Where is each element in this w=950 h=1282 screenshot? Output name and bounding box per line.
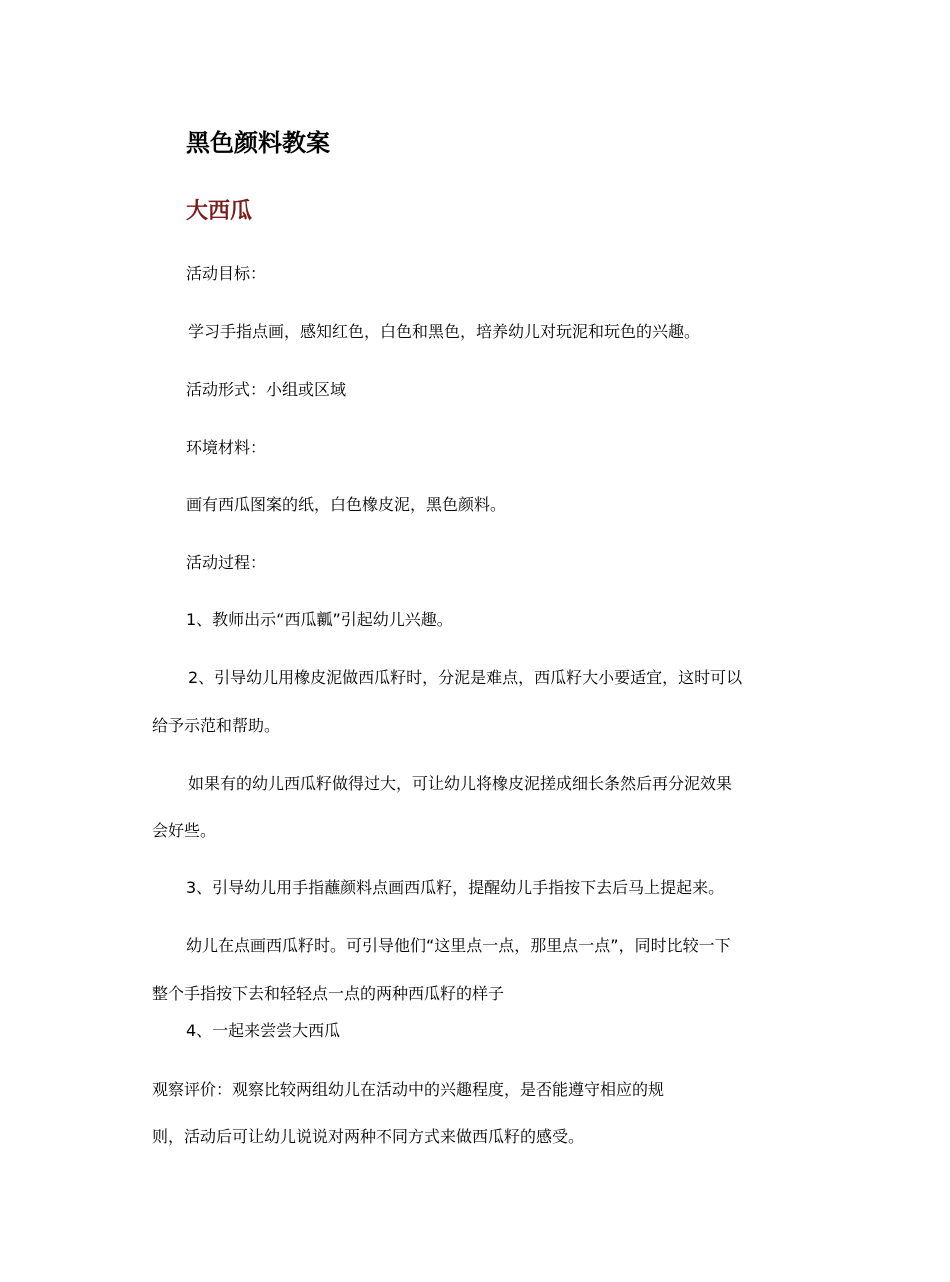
process-guidance-line-1: 幼儿在点画西瓜籽时。可引导他们“这里点一点，那里点一点”，同时比较一下 xyxy=(186,936,731,955)
activity-form-line: 活动形式：小组或区域 xyxy=(186,380,347,399)
process-note-line-2: 会好些。 xyxy=(152,821,217,840)
evaluation-line-2: 则，活动后可让幼儿说说对两种不同方式来做西瓜籽的感受。 xyxy=(152,1127,585,1146)
process-step-1: 1、教师出示“西瓜瓤”引起幼儿兴趣。 xyxy=(186,610,453,629)
process-step-3: 3、引导幼儿用手指蘸颜料点画西瓜籽，提醒幼儿手指按下去后马上提起来。 xyxy=(186,878,725,897)
activity-goal-text: 学习手指点画，感知红色，白色和黑色，培养幼儿对玩泥和玩色的兴趣。 xyxy=(188,322,701,341)
activity-goal-heading: 活动目标： xyxy=(186,264,267,283)
process-step-2-line-2: 给予示范和帮助。 xyxy=(152,716,281,735)
process-guidance-line-2: 整个手指按下去和轻轻点一点的两种西瓜籽的样子 xyxy=(152,984,505,1003)
process-note-line-1: 如果有的幼儿西瓜籽做得过大，可让幼儿将橡皮泥搓成细长条然后再分泥效果 xyxy=(188,774,733,793)
materials-heading: 环境材料： xyxy=(186,438,267,457)
document-subtitle: 大西瓜 xyxy=(186,199,253,224)
process-step-4: 4、一起来尝尝大西瓜 xyxy=(186,1021,341,1040)
document-title: 黑色颜料教案 xyxy=(186,129,330,157)
process-heading: 活动过程： xyxy=(186,553,267,572)
evaluation-line-1: 观察评价：观察比较两组幼儿在活动中的兴趣程度，是否能遵守相应的规 xyxy=(152,1080,665,1099)
process-step-2-line-1: 2、引导幼儿用橡皮泥做西瓜籽时，分泥是难点，西瓜籽大小要适宜，这时可以 xyxy=(188,668,743,687)
materials-text: 画有西瓜图案的纸，白色橡皮泥，黑色颜料。 xyxy=(186,495,507,514)
